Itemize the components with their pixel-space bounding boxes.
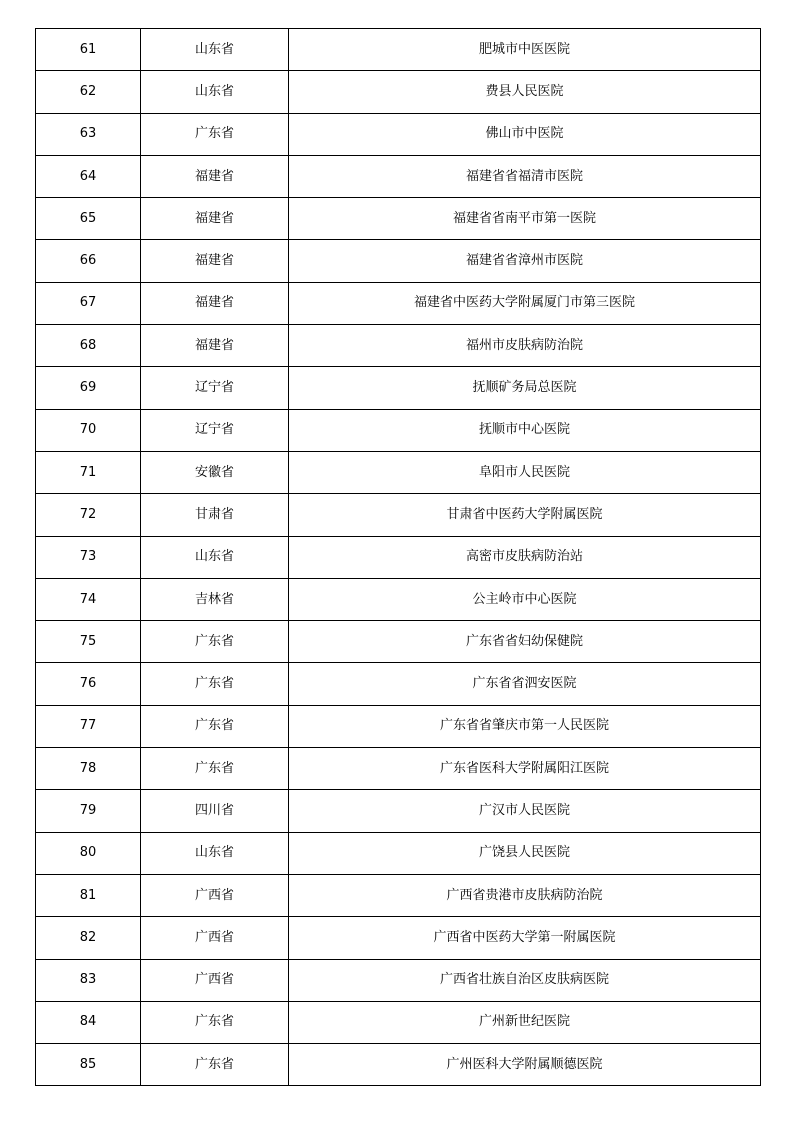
hospital-name-cell: 福建省省漳州市医院 <box>289 240 761 282</box>
hospital-name-cell: 福州市皮肤病防治院 <box>289 325 761 367</box>
row-number-cell: 82 <box>36 917 141 959</box>
hospital-name-cell: 甘肃省中医药大学附属医院 <box>289 494 761 536</box>
row-number-cell: 61 <box>36 29 141 71</box>
province-cell: 山东省 <box>141 536 289 578</box>
table-row <box>36 832 761 874</box>
hospital-name-cell: 福建省省南平市第一医院 <box>289 198 761 240</box>
hospital-name-cell: 广西省贵港市皮肤病防治院 <box>289 874 761 916</box>
hospital-name-cell: 广东省省泗安医院 <box>289 663 761 705</box>
table-row <box>36 959 761 1001</box>
row-number-cell: 69 <box>36 367 141 409</box>
row-number-cell: 78 <box>36 748 141 790</box>
province-cell: 福建省 <box>141 155 289 197</box>
province-cell: 吉林省 <box>141 578 289 620</box>
row-number-cell: 64 <box>36 155 141 197</box>
table-row <box>36 155 761 197</box>
row-number-cell: 80 <box>36 832 141 874</box>
table-row <box>36 367 761 409</box>
province-cell: 广东省 <box>141 113 289 155</box>
row-number-cell: 74 <box>36 578 141 620</box>
hospital-name-cell: 广西省中医药大学第一附属医院 <box>289 917 761 959</box>
table-row <box>36 240 761 282</box>
hospital-name-cell: 抚顺市中心医院 <box>289 409 761 451</box>
row-number-cell: 75 <box>36 621 141 663</box>
hospital-name-cell: 广州医科大学附属顺德医院 <box>289 1044 761 1086</box>
province-cell: 广东省 <box>141 663 289 705</box>
hospital-name-cell: 广西省壮族自治区皮肤病医院 <box>289 959 761 1001</box>
row-number-cell: 71 <box>36 451 141 493</box>
province-cell: 广西省 <box>141 874 289 916</box>
row-number-cell: 77 <box>36 705 141 747</box>
row-number-cell: 65 <box>36 198 141 240</box>
province-cell: 山东省 <box>141 29 289 71</box>
table-row <box>36 917 761 959</box>
province-cell: 广东省 <box>141 748 289 790</box>
row-number-cell: 62 <box>36 71 141 113</box>
hospital-name-cell: 广东省省肇庆市第一人民医院 <box>289 705 761 747</box>
row-number-cell: 79 <box>36 790 141 832</box>
province-cell: 广东省 <box>141 1001 289 1043</box>
hospital-name-cell: 高密市皮肤病防治站 <box>289 536 761 578</box>
province-cell: 山东省 <box>141 71 289 113</box>
row-number-cell: 84 <box>36 1001 141 1043</box>
province-cell: 辽宁省 <box>141 409 289 451</box>
table-row <box>36 325 761 367</box>
row-number-cell: 83 <box>36 959 141 1001</box>
table-body <box>36 29 761 1086</box>
table-row <box>36 874 761 916</box>
hospital-name-cell: 广东省省妇幼保健院 <box>289 621 761 663</box>
hospital-name-cell: 福建省中医药大学附属厦门市第三医院 <box>289 282 761 324</box>
table-row <box>36 663 761 705</box>
hospital-name-cell: 阜阳市人民医院 <box>289 451 761 493</box>
hospital-name-cell: 广州新世纪医院 <box>289 1001 761 1043</box>
hospital-name-cell: 广饶县人民医院 <box>289 832 761 874</box>
province-cell: 福建省 <box>141 282 289 324</box>
document-page <box>35 28 760 1086</box>
table-row <box>36 536 761 578</box>
hospital-name-cell: 广汉市人民医院 <box>289 790 761 832</box>
province-cell: 广东省 <box>141 1044 289 1086</box>
table-row <box>36 409 761 451</box>
row-number-cell: 76 <box>36 663 141 705</box>
table-row <box>36 29 761 71</box>
province-cell: 福建省 <box>141 240 289 282</box>
row-number-cell: 63 <box>36 113 141 155</box>
hospital-name-cell: 福建省省福清市医院 <box>289 155 761 197</box>
table-row <box>36 451 761 493</box>
table-row <box>36 71 761 113</box>
row-number-cell: 73 <box>36 536 141 578</box>
province-cell: 山东省 <box>141 832 289 874</box>
hospital-name-cell: 抚顺矿务局总医院 <box>289 367 761 409</box>
province-cell: 广东省 <box>141 705 289 747</box>
hospital-name-cell: 费县人民医院 <box>289 71 761 113</box>
table-row <box>36 198 761 240</box>
province-cell: 四川省 <box>141 790 289 832</box>
row-number-cell: 72 <box>36 494 141 536</box>
province-cell: 广西省 <box>141 959 289 1001</box>
table-row <box>36 621 761 663</box>
hospital-name-cell: 广东省医科大学附属阳江医院 <box>289 748 761 790</box>
province-cell: 福建省 <box>141 325 289 367</box>
table-row <box>36 790 761 832</box>
row-number-cell: 81 <box>36 874 141 916</box>
hospital-name-cell: 肥城市中医医院 <box>289 29 761 71</box>
row-number-cell: 70 <box>36 409 141 451</box>
table-row <box>36 113 761 155</box>
row-number-cell: 85 <box>36 1044 141 1086</box>
table-row <box>36 282 761 324</box>
row-number-cell: 67 <box>36 282 141 324</box>
province-cell: 甘肃省 <box>141 494 289 536</box>
hospital-name-cell: 佛山市中医院 <box>289 113 761 155</box>
table-row <box>36 748 761 790</box>
row-number-cell: 66 <box>36 240 141 282</box>
table-row <box>36 494 761 536</box>
table-row <box>36 1044 761 1086</box>
table-row <box>36 578 761 620</box>
hospital-name-cell: 公主岭市中心医院 <box>289 578 761 620</box>
province-cell: 广西省 <box>141 917 289 959</box>
province-cell: 福建省 <box>141 198 289 240</box>
table-row <box>36 705 761 747</box>
province-cell: 辽宁省 <box>141 367 289 409</box>
row-number-cell: 68 <box>36 325 141 367</box>
table-row <box>36 1001 761 1043</box>
province-cell: 广东省 <box>141 621 289 663</box>
province-cell: 安徽省 <box>141 451 289 493</box>
hospital-table <box>35 28 761 1086</box>
